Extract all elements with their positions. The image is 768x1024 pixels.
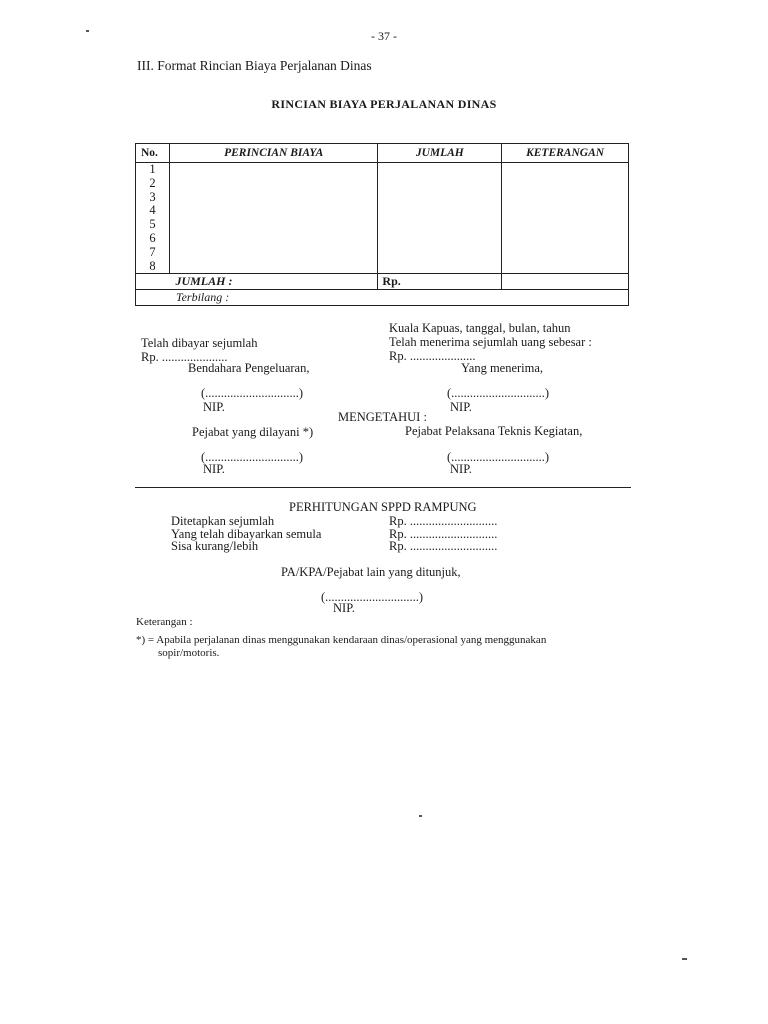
paid-amount: Rp. ..................... [141,350,228,364]
calculation-value-remainder: Rp. ............................ [389,539,498,553]
document-title: RINCIAN BIAYA PERJALANAN DINAS [271,97,497,111]
cost-breakdown-table [135,143,629,306]
row-numbers-cell [136,163,170,274]
recipient-signature-blank: (..............................) [447,386,550,400]
notes-line-2: sopir/motoris. [158,647,220,659]
total-spacer [136,274,170,290]
in-words-label: Terbilang : [136,290,629,306]
section-title: III. Format Rincian Biaya Perjalanan Dinas [137,58,372,73]
paid-label: Telah dibayar sejumlah [141,336,258,350]
header-keterangan: KETERANGAN [502,144,629,163]
authority-nip: NIP. [333,601,355,615]
keterangan-cell [502,163,629,274]
header-perincian-biaya: PERINCIAN BIAYA [169,144,377,163]
received-amount: Rp. ..................... [389,349,476,363]
jumlah-cell [378,163,502,274]
technical-official-nip: NIP. [450,462,472,476]
row-number: 4 [149,203,156,218]
acknowledged-label: MENGETAHUI : [338,410,427,424]
served-official-title: Pejabat yang dilayani *) [192,425,314,439]
total-label: JUMLAH : [169,274,377,290]
in-words-row [136,290,629,306]
row-number: 6 [149,230,156,245]
place-date: Kuala Kapuas, tanggal, bulan, tahun [389,321,571,335]
served-official-nip: NIP. [203,462,225,476]
section-divider [135,487,631,488]
received-label: Telah menerima sejumlah uang sebesar : [389,335,592,349]
total-currency: Rp. [378,274,502,290]
calculation-label-paid-initially: Yang telah dibayarkan semula [171,527,322,541]
row-number: 8 [149,258,156,273]
row-number: 3 [149,189,156,204]
row-number: 1 [149,162,156,176]
served-official-signature-blank: (..............................) [201,450,304,464]
table-body-row [136,163,629,274]
authority-signature-blank: (..............................) [321,590,424,604]
recipient-title: Yang menerima, [461,361,544,375]
treasurer-signature-blank: (..............................) [201,386,304,400]
treasurer-title: Bendahara Pengeluaran, [188,361,310,375]
header-jumlah: JUMLAH [378,144,502,163]
calculation-label-set-amount: Ditetapkan sejumlah [171,514,275,528]
notes-heading: Keterangan : [136,616,193,628]
recipient-nip: NIP. [450,400,472,414]
technical-official-signature-blank: (..............................) [447,450,550,464]
calculation-value-paid-initially: Rp. ............................ [389,527,498,541]
authority-title: PA/KPA/Pejabat lain yang ditunjuk, [281,565,461,579]
page-number: - 37 - [371,29,397,43]
row-number: 7 [149,244,156,259]
calculation-title: PERHITUNGAN SPPD RAMPUNG [289,500,477,514]
row-number: 2 [149,175,156,190]
total-row [136,274,629,290]
scan-speck [419,815,422,817]
notes-line-1: *) = Apabila perjalanan dinas menggunakan kendaraan dinas/operasional yang menggunakan [136,634,547,646]
row-number: 5 [149,217,156,232]
perincian-cell [169,163,377,274]
total-keterangan-cell [502,274,629,290]
calculation-label-remainder: Sisa kurang/lebih [171,539,259,553]
calculation-value-set-amount: Rp. ............................ [389,514,498,528]
treasurer-nip: NIP. [203,400,225,414]
scan-speck [86,30,89,32]
technical-official-title: Pejabat Pelaksana Teknis Kegiatan, [405,424,583,438]
table-header-row [136,144,629,163]
header-no: No. [136,144,170,163]
scan-speck [682,958,687,960]
